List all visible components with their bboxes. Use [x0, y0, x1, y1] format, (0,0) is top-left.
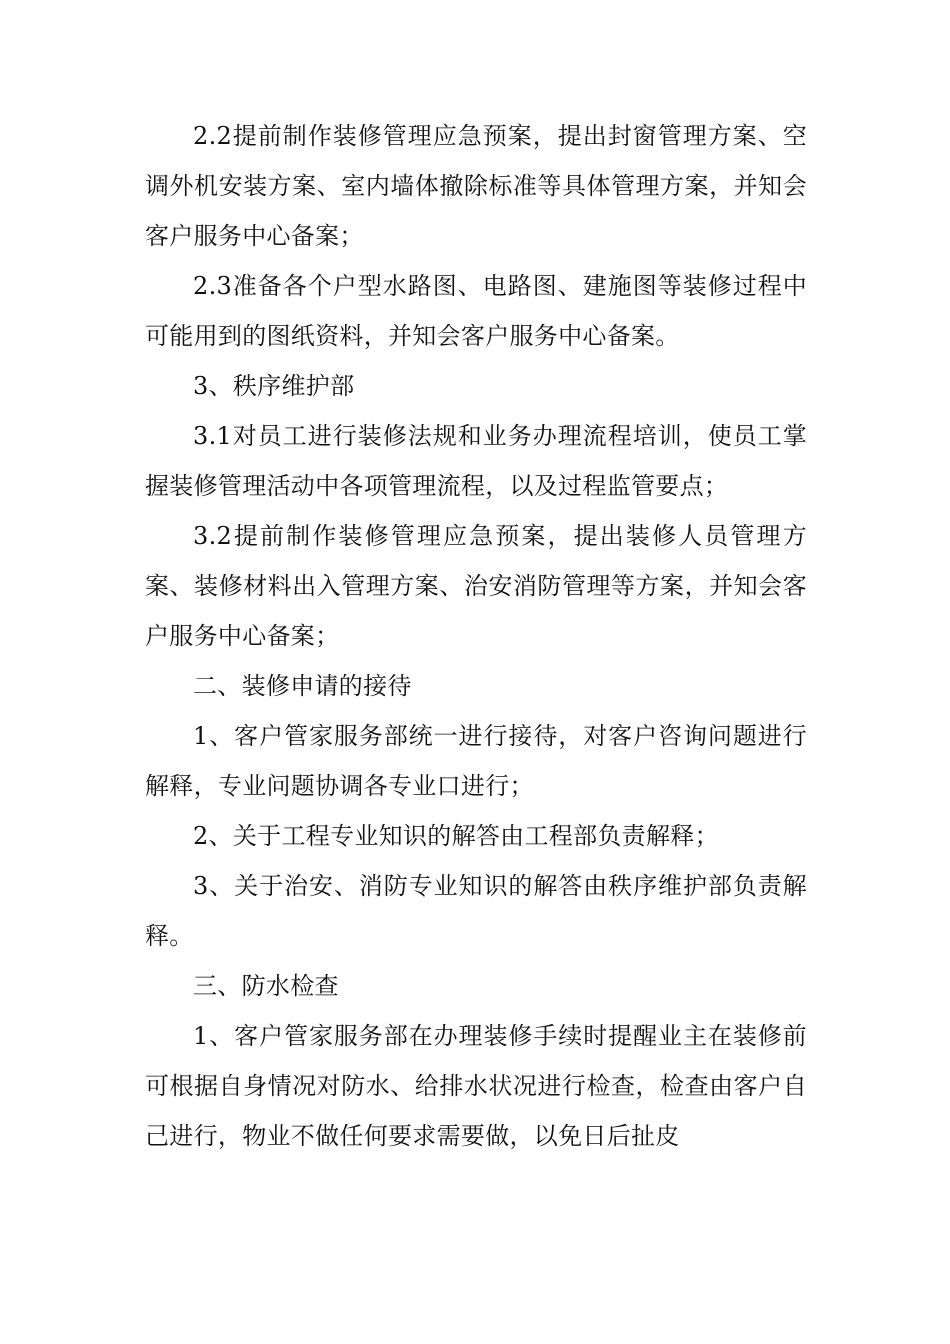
- paragraph-reception-1: 1、客户管家服务部统一进行接待，对客户咨询问题进行解释，专业问题协调各专业口进行；: [145, 722, 807, 800]
- paragraph-2-3-drawings: 2.3准备各个户型水路图、电路图、建施图等装修过程中可能用到的图纸资料，并知会客户服务中心备案。: [145, 272, 807, 350]
- paragraph-3-2-emergency-plan: 3.2提前制作装修管理应急预案，提出装修人员管理方案、装修材料出入管理方案、治安消防管理等方案，并知会客户服务中心备案；: [145, 522, 807, 650]
- heading-waterproof-inspection: 三、防水检查: [193, 972, 339, 1000]
- paragraph-3-1-training: 3.1对员工进行装修法规和业务办理流程培训，使员工掌握装修管理活动中各项管理流程，以及过程监管要点；: [145, 422, 807, 500]
- document-body: [145, 111, 807, 1161]
- heading-application-reception: 二、装修申请的接待: [193, 672, 412, 700]
- paragraph-reception-2: 2、关于工程专业知识的解答由工程部负责解释；: [193, 822, 719, 850]
- heading-order-maintenance-dept: 3、秩序维护部: [193, 372, 355, 400]
- paragraph-reception-3: 3、关于治安、消防专业知识的解答由秩序维护部负责解释。: [145, 872, 807, 950]
- paragraph-waterproof-1: 1、客户管家服务部在办理装修手续时提醒业主在装修前可根据自身情况对防水、给排水状况进行检查，检查由客户自己进行，物业不做任何要求需要做，以免日后扯皮: [145, 1022, 807, 1150]
- paragraph-2-2-emergency-plan: 2.2提前制作装修管理应急预案，提出封窗管理方案、空调外机安装方案、室内墙体撤除标准等具体管理方案，并知会客户服务中心备案；: [145, 122, 807, 250]
